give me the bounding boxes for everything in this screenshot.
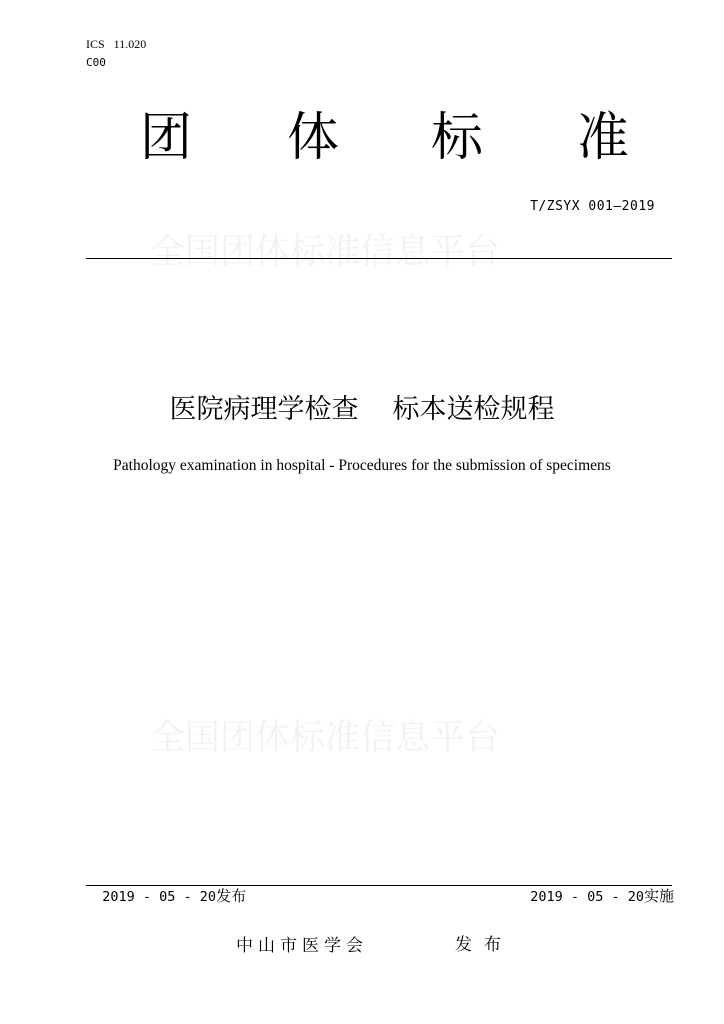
standard-type-char-2: 体	[287, 108, 340, 168]
standard-type-char-3: 标	[431, 108, 484, 168]
implement-date-line	[514, 866, 674, 907]
title-english: Pathology examination in hospital - Procedures for the submission of specimens	[113, 457, 611, 474]
watermark-bottom: 全国团体标准信息平台	[150, 718, 501, 758]
watermark-top: 全国团体标准信息平台	[150, 232, 501, 272]
implement-date: 2019 - 05 - 20	[530, 889, 644, 905]
standard-type-char-1: 团	[140, 108, 193, 168]
issuer-name: 中山市医学会	[236, 936, 368, 956]
footer-divider	[86, 885, 672, 886]
standard-type-char-4: 准	[577, 108, 630, 168]
ccs-code: C00	[86, 56, 106, 69]
title-cn-part1: 医院病理学检查	[169, 394, 359, 425]
title-cn-part2: 标本送检规程	[392, 394, 555, 425]
publish-date-line	[86, 866, 246, 907]
implement-label: 实施	[643, 887, 674, 905]
header-divider	[86, 258, 672, 259]
publish-date: 2019 - 05 - 20	[102, 889, 217, 905]
ics-code: ICS 11.020	[86, 37, 147, 51]
publish-label: 发布	[216, 887, 247, 905]
issue-label: 发布	[455, 935, 513, 955]
title-chinese	[0, 390, 724, 430]
standard-number: T/ZSYX 001—2019	[530, 199, 655, 214]
